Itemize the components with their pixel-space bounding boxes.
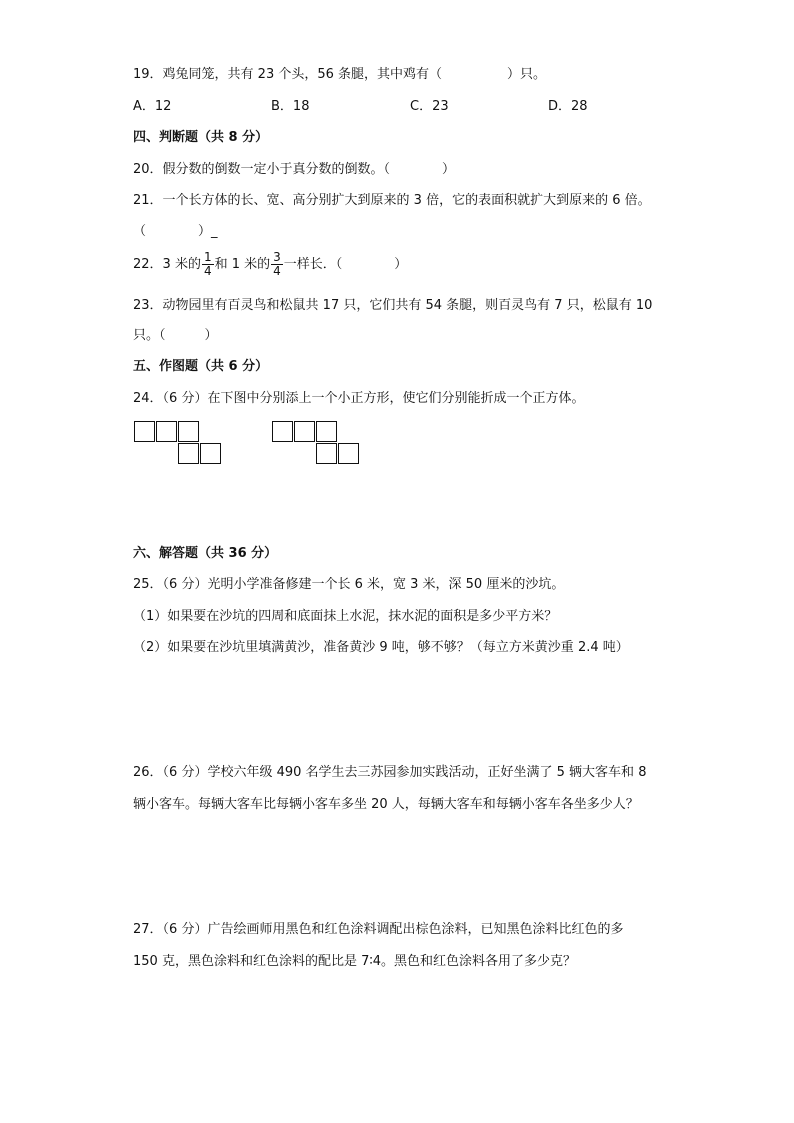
q22-fraction-1 (202, 251, 214, 278)
q21-line1: 21．一个长方体的长、宽、高分别扩大到原来的 3 倍，它的表面积就扩大到原来的 6 倍。 (133, 193, 651, 208)
q21-line2: （ ）_ (133, 224, 218, 239)
net-square (294, 421, 315, 442)
net-square (338, 443, 359, 464)
q22-frac2-denominator: 4 (273, 264, 281, 278)
q25-sub2: （2）如果要在沙坑里填满黄沙，准备黄沙 9 吨，够不够？（每立方米黄沙重 2.4 吨） (133, 640, 629, 655)
section6-title: 六、解答题（共 36 分） (133, 546, 278, 561)
net-square (178, 421, 199, 442)
q22-text (133, 250, 407, 280)
cube-net-left (134, 421, 226, 467)
q26-line1: 26．（6 分）学校六年级 490 名学生去三苏园参加实践活动，正好坐满了 5 辆大客车和 8 (133, 765, 647, 780)
net-square (272, 421, 293, 442)
q22-frac2-numerator: 3 (273, 250, 281, 264)
q23-line2: 只。（ ） (133, 328, 218, 343)
q24-text: 24．（6 分）在下图中分别添上一个小正方形，使它们分别能折成一个正方体。 (133, 391, 585, 406)
q19-option-a: A．12 (133, 99, 172, 114)
section5-title: 五、作图题（共 6 分） (133, 359, 269, 374)
q20-text: 20．假分数的倒数一定小于真分数的倒数。（ ） (133, 162, 456, 177)
q27-line1: 27．（6 分）广告绘画师用黑色和红色涂料调配出棕色涂料，已知黑色涂料比红色的多 (133, 922, 624, 937)
q22-fraction-2 (271, 251, 283, 278)
q19-option-c: C．23 (410, 99, 449, 114)
q19-option-b: B．18 (271, 99, 310, 114)
section4-title: 四、判断题（共 8 分） (133, 130, 269, 145)
net-square (200, 443, 221, 464)
q22-frac1-numerator: 1 (203, 250, 212, 264)
net-square (316, 443, 337, 464)
cube-net-right (272, 421, 364, 467)
q23-line1: 23．动物园里有百灵鸟和松鼠共 17 只，它们共有 54 条腿，则百灵鸟有 7 只，松鼠有 10 (133, 298, 653, 313)
q22-part1: 22．3 米的 (133, 257, 201, 272)
net-square (316, 421, 337, 442)
q22-part2: 和 1 米的 (214, 257, 271, 272)
q25-text: 25．（6 分）光明小学准备修建一个长 6 米，宽 3 米，深 50 厘米的沙坑。 (133, 577, 565, 592)
q19-option-d: D．28 (548, 99, 588, 114)
q26-line2: 辆小客车。每辆大客车比每辆小客车多坐 20 人，每辆大客车和每辆小客车各坐多少人？ (133, 797, 639, 812)
q19-text: 19．鸡兔同笼，共有 23 个头，56 条腿，其中鸡有（ ）只。 (133, 67, 547, 82)
q27-line2: 150 克，黑色涂料和红色涂料的配比是 7∶4。黑色和红色涂料各用了多少克？ (133, 954, 577, 969)
q25-sub1: （1）如果要在沙坑的四周和底面抹上水泥，抹水泥的面积是多少平方米？ (133, 609, 558, 624)
q22-frac1-denominator: 4 (203, 264, 212, 278)
q22-part3: 一样长．（ ） (283, 257, 408, 272)
net-square (134, 421, 155, 442)
net-square (156, 421, 177, 442)
net-square (178, 443, 199, 464)
